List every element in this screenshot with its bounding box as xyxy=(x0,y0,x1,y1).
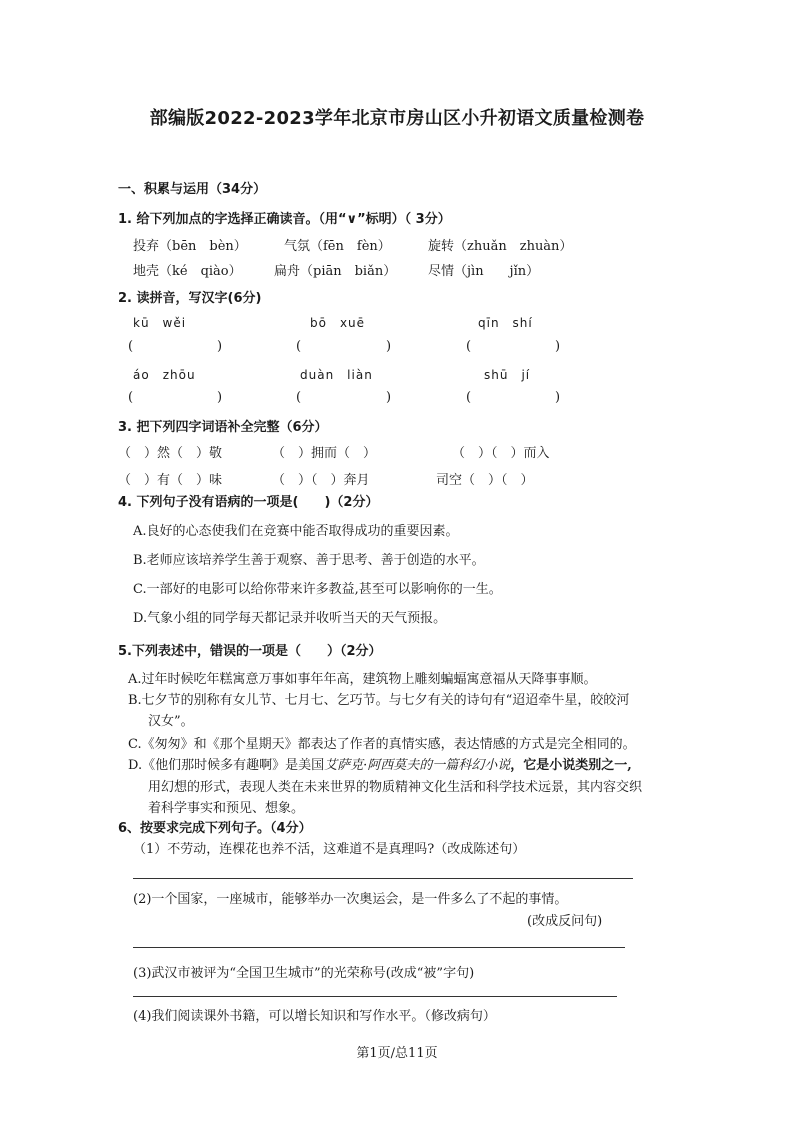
answer-paren-open: ( xyxy=(128,390,134,405)
answer-line[interactable] xyxy=(133,878,633,879)
q3-item: （ ）（ ）奔月 xyxy=(272,473,370,488)
answer-line[interactable] xyxy=(133,947,625,948)
question-6-heading: 6、按要求完成下列句子。（4分） xyxy=(118,821,312,836)
pinyin: kū wěi xyxy=(133,316,187,330)
answer-paren-close: ) xyxy=(217,339,223,354)
q4-option-b: B.老师应该培养学生善于观察、善于思考、善于创造的水平。 xyxy=(133,553,485,568)
page-footer: 第1页/总11页 xyxy=(356,1046,438,1061)
page-title: 部编版2022-2023学年北京市房山区小升初语文质量检测卷 xyxy=(149,108,645,129)
q4-option-c: C.一部好的电影可以给你带来许多教益,甚至可以影响你的一生。 xyxy=(133,582,502,597)
question-4-heading: 4. 下列句子没有语病的一项是( )（2分） xyxy=(118,495,379,510)
q5-option-a: A.过年时候吃年糕寓意万事如事年年高，建筑物上雕刻蝙蝠寓意福从天降事事顺。 xyxy=(128,672,597,687)
q6-sentence-4: (4)我们阅读课外书籍，可以增长知识和写作水平。（修改病句） xyxy=(133,1009,496,1024)
answer-paren-open: ( xyxy=(466,390,472,405)
answer-line[interactable] xyxy=(133,996,617,997)
answer-paren-close: ) xyxy=(555,339,561,354)
q5-option-d xyxy=(128,754,632,773)
answer-paren-open: ( xyxy=(466,339,472,354)
q3-item: 司空（ ）（ ） xyxy=(436,473,534,488)
q3-item: （ ）然（ ）敬 xyxy=(118,446,223,461)
answer-paren-close: ) xyxy=(555,390,561,405)
pinyin: bō xuē xyxy=(310,316,366,330)
q1-item: 气氛（fēn fèn） xyxy=(284,239,391,254)
q1-item: 投弃（bēn bèn） xyxy=(133,239,247,254)
q1-item: 扁舟（piān biǎn） xyxy=(274,264,397,279)
q1-item: 地壳（ké qiào） xyxy=(133,264,242,279)
q5-option-b-cont: 汉女”。 xyxy=(148,714,194,729)
q4-option-d: D.气象小组的同学每天都记录并收听当天的天气预报。 xyxy=(133,611,447,626)
q5-option-b: B.七夕节的别称有女儿节、七月七、乞巧节。与七夕有关的诗句有“迢迢牵牛星，皎皎河 xyxy=(128,693,630,708)
q3-item: （ ）有（ ）味 xyxy=(118,473,223,488)
answer-paren-open: ( xyxy=(128,339,134,354)
q6-sentence-2-note: (改成反问句) xyxy=(527,914,603,929)
pinyin: shū jí xyxy=(484,368,531,382)
answer-paren-close: ) xyxy=(217,390,223,405)
q3-item: （ ）（ ）而入 xyxy=(452,446,550,461)
pinyin: áo zhōu xyxy=(133,368,196,382)
question-5-heading: 5.下列表述中，错误的一项是（ ）（2分） xyxy=(118,644,382,659)
q5-option-d-cont: 着科学事实和预见、想象。 xyxy=(148,801,305,816)
q5-option-d-cont: 用幻想的形式，表现人类在未来世界的物质精神文化生活和科学技术远景，其内容交织 xyxy=(148,780,643,795)
q5-d-italic: 艾萨克·阿西莫夫的一篇科幻小说 xyxy=(324,758,511,773)
q1-item: 尽情（jìn jǐn） xyxy=(428,264,540,279)
section-heading: 一、积累与运用（34分） xyxy=(118,182,267,197)
answer-paren-close: ) xyxy=(386,390,392,405)
q3-item: （ ）拥而（ ） xyxy=(272,446,377,461)
question-1-heading: 1. 给下列加点的字选择正确读音。（用“∨”标明）（ 3分） xyxy=(118,212,451,227)
pinyin: duàn liàn xyxy=(300,368,373,382)
q5-d-text: D.《他们那时候多有趣啊》是美国 xyxy=(128,758,325,773)
question-3-heading: 3. 把下列四字词语补全完整（6分） xyxy=(118,420,328,435)
q4-option-a: A.良好的心态使我们在竞赛中能否取得成功的重要因素。 xyxy=(133,524,459,539)
answer-paren-open: ( xyxy=(296,339,302,354)
q6-sentence-2: (2)一个国家，一座城市，能够举办一次奥运会，是一件多么了不起的事情。 xyxy=(133,892,568,907)
q5-option-c: C.《匆匆》和《那个星期天》都表达了作者的真情实感，表达情感的方式是完全相同的。 xyxy=(128,737,636,752)
q6-sentence-3: (3)武汉市被评为“全国卫生城市”的光荣称号(改成“被”字句) xyxy=(133,966,475,981)
answer-paren-open: ( xyxy=(296,390,302,405)
pinyin: qīn shí xyxy=(478,316,533,330)
question-2-heading: 2. 读拼音，写汉字(6分) xyxy=(118,291,262,306)
q6-sentence-1: （1）不劳动，连棵花也养不活，这难道不是真理吗?（改成陈述句） xyxy=(133,842,526,857)
q1-item: 旋转（zhuǎn zhuàn） xyxy=(428,239,573,254)
answer-paren-close: ) xyxy=(386,339,392,354)
q5-d-bold: ，它是小说类别之一, xyxy=(510,758,632,773)
